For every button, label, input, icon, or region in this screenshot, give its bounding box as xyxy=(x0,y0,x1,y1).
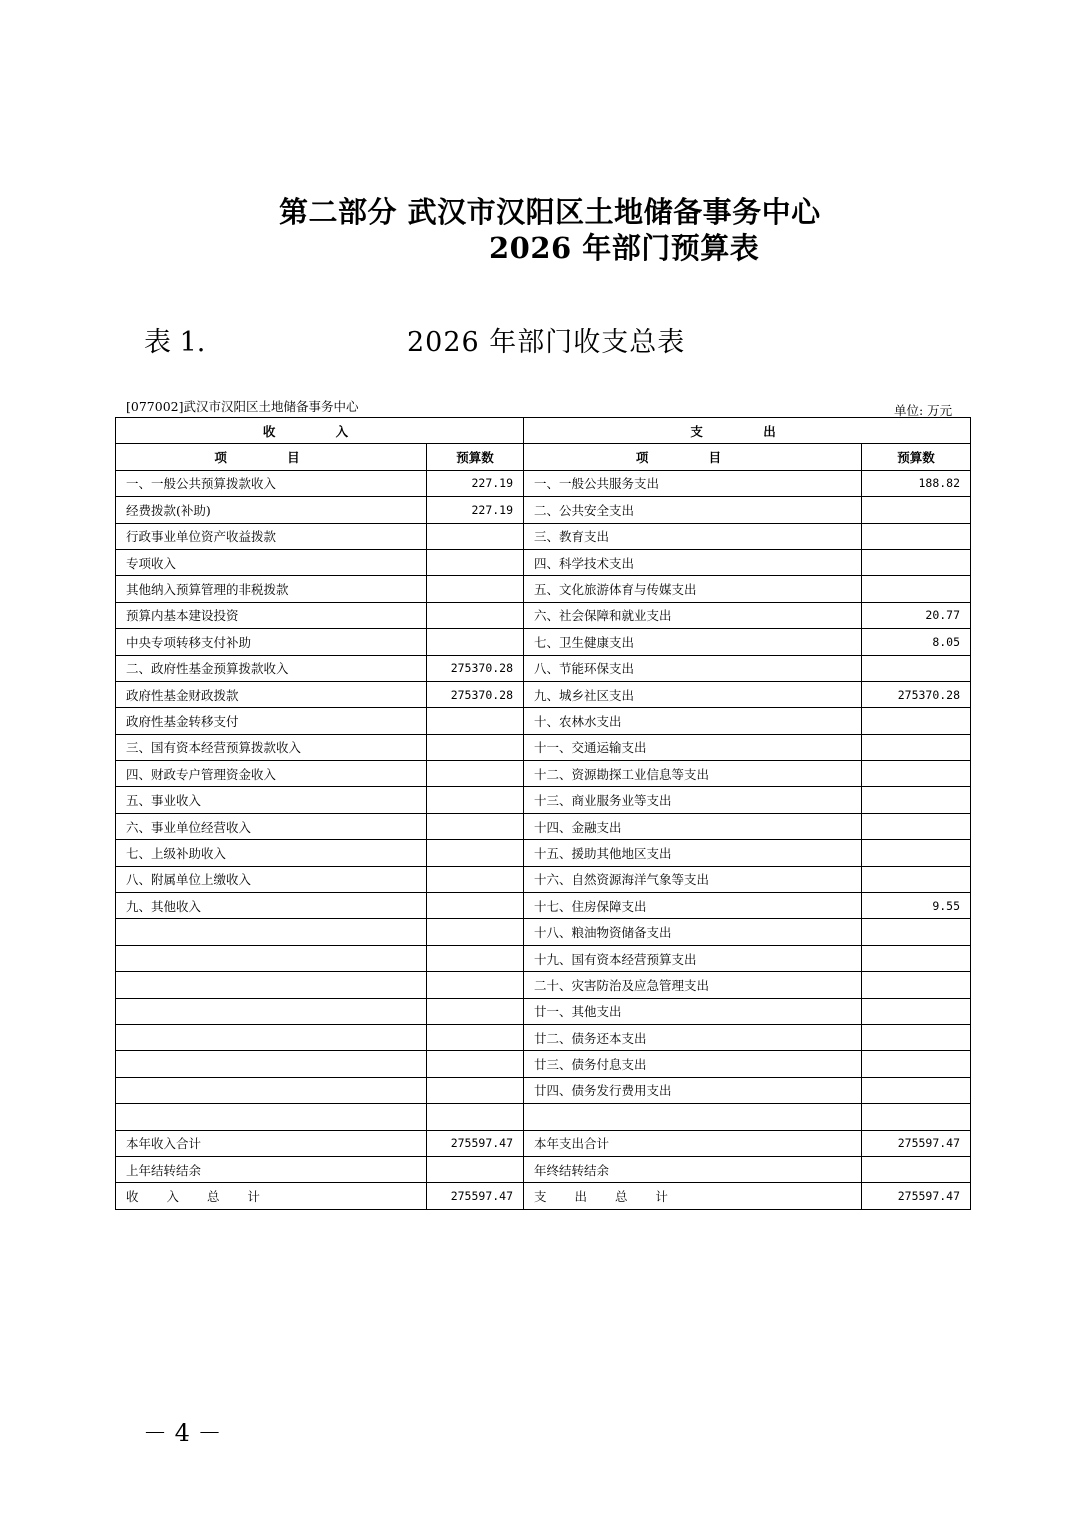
expense-amount xyxy=(862,998,971,1024)
income-amount xyxy=(427,1077,524,1103)
income-amount xyxy=(427,840,524,866)
table-row xyxy=(116,787,971,813)
income-item: 九、其他收入 xyxy=(116,893,427,919)
table-row xyxy=(116,708,971,734)
table-row xyxy=(116,1130,971,1156)
expense-item: 十六、自然资源海洋气象等支出 xyxy=(524,866,862,892)
organization-code: [077002]武汉市汉阳区土地储备事务中心 xyxy=(126,399,359,414)
income-item: 预算内基本建设投资 xyxy=(116,602,427,628)
income-amount: 227.19 xyxy=(427,470,524,496)
expense-amount xyxy=(862,813,971,839)
income-amount xyxy=(427,1024,524,1050)
expense-amount xyxy=(862,576,971,602)
expense-amount xyxy=(862,1077,971,1103)
income-item: 七、上级补助收入 xyxy=(116,840,427,866)
expense-amount xyxy=(862,1051,971,1077)
expense-amount xyxy=(862,734,971,760)
income-amount xyxy=(427,629,524,655)
expense-item: 年终结转结余 xyxy=(524,1156,862,1182)
income-item xyxy=(116,1077,427,1103)
income-item: 经费拨款(补助) xyxy=(116,497,427,523)
income-amount xyxy=(427,866,524,892)
part-title: 第二部分 武汉市汉阳区土地储备事务中心 xyxy=(279,195,821,229)
income-item: 行政事业单位资产收益拨款 xyxy=(116,523,427,549)
table-body xyxy=(116,418,971,1210)
income-item: 八、附属单位上缴收入 xyxy=(116,866,427,892)
expense-item: 七、卫生健康支出 xyxy=(524,629,862,655)
expense-item: 二十、灾害防治及应急管理支出 xyxy=(524,972,862,998)
expense-amount xyxy=(862,1024,971,1050)
income-amount xyxy=(427,1051,524,1077)
income-amount xyxy=(427,893,524,919)
expense-amount xyxy=(862,497,971,523)
page-number: － 4 － xyxy=(143,1419,222,1447)
expense-item: 十五、援助其他地区支出 xyxy=(524,840,862,866)
expense-total-amount: 275597.47 xyxy=(862,1183,971,1209)
income-amount xyxy=(427,523,524,549)
expense-amount xyxy=(862,866,971,892)
income-amount xyxy=(427,1104,524,1130)
expense-amount xyxy=(862,708,971,734)
table-row xyxy=(116,1156,971,1182)
table-row xyxy=(116,734,971,760)
expense-item: 九、城乡社区支出 xyxy=(524,681,862,707)
table-row xyxy=(116,1024,971,1050)
expense-item: 廿一、其他支出 xyxy=(524,998,862,1024)
expense-item-col-header: 项 目 xyxy=(524,444,862,470)
expense-item: 廿二、债务还本支出 xyxy=(524,1024,862,1050)
income-item-col-header: 项 目 xyxy=(116,444,427,470)
income-amount-col-header: 预算数 xyxy=(427,444,524,470)
expense-item: 十八、粮油物资储备支出 xyxy=(524,919,862,945)
expense-amount: 9.55 xyxy=(862,893,971,919)
expense-item: 十、农林水支出 xyxy=(524,708,862,734)
income-item: 六、事业单位经营收入 xyxy=(116,813,427,839)
expense-item: 十三、商业服务业等支出 xyxy=(524,787,862,813)
expense-amount xyxy=(862,1156,971,1182)
income-amount: 275370.28 xyxy=(427,681,524,707)
income-item: 本年收入合计 xyxy=(116,1130,427,1156)
table-row xyxy=(116,655,971,681)
expense-item: 六、社会保障和就业支出 xyxy=(524,602,862,628)
table-row xyxy=(116,470,971,496)
expense-amount xyxy=(862,1104,971,1130)
table-row xyxy=(116,866,971,892)
expense-item: 二、公共安全支出 xyxy=(524,497,862,523)
income-item xyxy=(116,1104,427,1130)
income-item xyxy=(116,1051,427,1077)
expense-amount xyxy=(862,787,971,813)
income-amount xyxy=(427,576,524,602)
expense-amount: 20.77 xyxy=(862,602,971,628)
table-row xyxy=(116,761,971,787)
income-amount xyxy=(427,761,524,787)
income-amount xyxy=(427,945,524,971)
table-row xyxy=(116,497,971,523)
expense-item: 八、节能环保支出 xyxy=(524,655,862,681)
expense-item: 廿四、债务发行费用支出 xyxy=(524,1077,862,1103)
income-item xyxy=(116,1024,427,1050)
income-amount xyxy=(427,602,524,628)
expense-item: 一、一般公共服务支出 xyxy=(524,470,862,496)
expense-item: 本年支出合计 xyxy=(524,1130,862,1156)
header-row-columns xyxy=(116,444,971,470)
expense-amount xyxy=(862,523,971,549)
table-row xyxy=(116,576,971,602)
table-row xyxy=(116,893,971,919)
expense-amount: 275370.28 xyxy=(862,681,971,707)
income-item: 上年结转结余 xyxy=(116,1156,427,1182)
expense-amount xyxy=(862,972,971,998)
income-amount xyxy=(427,998,524,1024)
income-amount xyxy=(427,972,524,998)
expense-item: 五、文化旅游体育与传媒支出 xyxy=(524,576,862,602)
expense-amount xyxy=(862,840,971,866)
income-amount xyxy=(427,787,524,813)
unit-label: 单位: 万元 xyxy=(894,403,953,418)
income-total-text: 收 入 总 计 xyxy=(126,1189,272,1205)
table-row xyxy=(116,813,971,839)
table-name: 2026 年部门收支总表 xyxy=(407,327,686,358)
income-amount xyxy=(427,549,524,575)
income-item: 四、财政专户管理资金收入 xyxy=(116,761,427,787)
income-item: 其他纳入预算管理的非税拨款 xyxy=(116,576,427,602)
income-amount xyxy=(427,919,524,945)
expense-header: 支 出 xyxy=(524,418,971,444)
table-row xyxy=(116,840,971,866)
table-row xyxy=(116,1077,971,1103)
income-amount xyxy=(427,734,524,760)
table-row xyxy=(116,549,971,575)
expense-amount: 275597.47 xyxy=(862,1130,971,1156)
expense-amount: 188.82 xyxy=(862,470,971,496)
expense-amount-col-header: 预算数 xyxy=(862,444,971,470)
table-row xyxy=(116,1051,971,1077)
expense-amount xyxy=(862,945,971,971)
expense-amount xyxy=(862,549,971,575)
expense-amount xyxy=(862,761,971,787)
income-amount: 275370.28 xyxy=(427,655,524,681)
income-item: 二、政府性基金预算拨款收入 xyxy=(116,655,427,681)
expense-item: 十七、住房保障支出 xyxy=(524,893,862,919)
table-row xyxy=(116,681,971,707)
income-item: 五、事业收入 xyxy=(116,787,427,813)
income-amount xyxy=(427,1156,524,1182)
revenue-expenditure-table xyxy=(115,417,971,1210)
expense-total-label xyxy=(524,1183,862,1209)
income-total-amount: 275597.47 xyxy=(427,1183,524,1209)
expense-item: 十一、交通运输支出 xyxy=(524,734,862,760)
expense-item: 十二、资源勘探工业信息等支出 xyxy=(524,761,862,787)
table-row xyxy=(116,602,971,628)
income-item xyxy=(116,972,427,998)
income-item xyxy=(116,945,427,971)
income-item: 三、国有资本经营预算拨款收入 xyxy=(116,734,427,760)
expense-total-text: 支 出 总 计 xyxy=(534,1189,680,1205)
income-item xyxy=(116,998,427,1024)
income-amount: 275597.47 xyxy=(427,1130,524,1156)
income-amount xyxy=(427,813,524,839)
budget-title: 2026 年部门预算表 xyxy=(489,231,760,265)
income-item: 一、一般公共预算拨款收入 xyxy=(116,470,427,496)
income-total-label xyxy=(116,1183,427,1209)
table-row xyxy=(116,998,971,1024)
table-row xyxy=(116,629,971,655)
expense-item: 十四、金融支出 xyxy=(524,813,862,839)
table-row xyxy=(116,1104,971,1130)
expense-item: 十九、国有资本经营预算支出 xyxy=(524,945,862,971)
header-row-group xyxy=(116,418,971,444)
expense-amount: 8.05 xyxy=(862,629,971,655)
income-item: 专项收入 xyxy=(116,549,427,575)
expense-amount xyxy=(862,919,971,945)
income-item xyxy=(116,919,427,945)
income-header: 收 入 xyxy=(116,418,524,444)
income-item: 中央专项转移支付补助 xyxy=(116,629,427,655)
table-row xyxy=(116,523,971,549)
expense-item: 四、科学技术支出 xyxy=(524,549,862,575)
expense-item xyxy=(524,1104,862,1130)
income-amount xyxy=(427,708,524,734)
expense-amount xyxy=(862,655,971,681)
income-amount: 227.19 xyxy=(427,497,524,523)
total-row xyxy=(116,1183,971,1209)
expense-item: 三、教育支出 xyxy=(524,523,862,549)
table-number: 表 1. xyxy=(144,327,206,358)
table-row xyxy=(116,972,971,998)
table-row xyxy=(116,919,971,945)
table-row xyxy=(116,945,971,971)
income-item: 政府性基金财政拨款 xyxy=(116,681,427,707)
expense-item: 廿三、债务付息支出 xyxy=(524,1051,862,1077)
income-item: 政府性基金转移支付 xyxy=(116,708,427,734)
